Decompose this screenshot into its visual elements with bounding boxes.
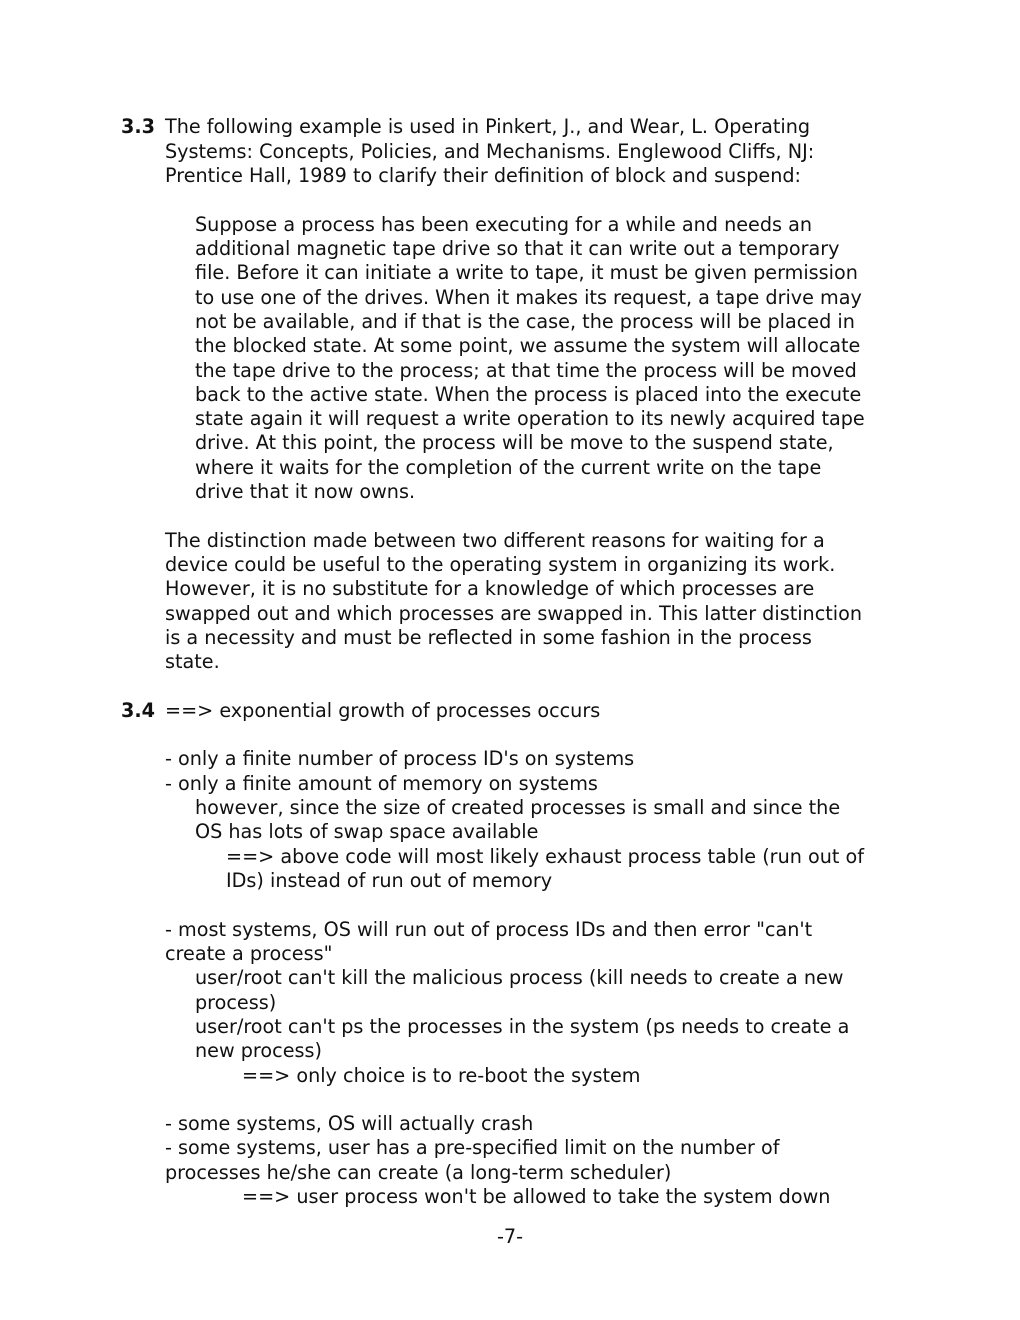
body-line: user/root can't ps the processes in the system (ps needs to create a (195, 1015, 850, 1038)
quote-line: file. Before it can initiate a write to tape, it must be given permission (195, 261, 858, 284)
body-line: processes he/she can create (a long-term scheduler) (165, 1161, 672, 1184)
body-line: ==> only choice is to re-boot the system (242, 1064, 641, 1087)
body-line: OS has lots of swap space available (195, 820, 539, 843)
body-line: - some systems, user has a pre-specified limit on the number of (165, 1136, 780, 1159)
body-line: process) (195, 991, 277, 1014)
quote-line: back to the active state. When the process is placed into the execute (195, 383, 862, 406)
quote-line: the blocked state. At some point, we assume the system will allocate (195, 334, 861, 357)
discussion-line: device could be useful to the operating system in organizing its work. (165, 553, 836, 576)
discussion-line: state. (165, 650, 220, 673)
body-line: user/root can't kill the malicious process (kill needs to create a new (195, 966, 844, 989)
body-line: however, since the size of created processes is small and since the (195, 796, 841, 819)
body-line: - most systems, OS will run out of process IDs and then error "can't (165, 918, 813, 941)
page-number: -7- (496, 1225, 524, 1248)
quote-line: additional magnetic tape drive so that it can write out a temporary (195, 237, 840, 260)
intro-line: Prentice Hall, 1989 to clarify their definition of block and suspend: (165, 164, 802, 187)
quote-line: the tape drive to the process; at that time the process will be moved (195, 359, 857, 382)
body-line: - only a finite amount of memory on systems (165, 772, 598, 795)
body-line: new process) (195, 1039, 322, 1062)
quote-line: drive that it now owns. (195, 480, 416, 503)
body-line: - some systems, OS will actually crash (165, 1112, 534, 1135)
quote-line: not be available, and if that is the case, the process will be placed in (195, 310, 855, 333)
section-number-3-4: 3.4 (121, 699, 155, 722)
discussion-line: The distinction made between two different reasons for waiting for a (165, 529, 825, 552)
quote-line: where it waits for the completion of the current write on the tape (195, 456, 822, 479)
discussion-line: swapped out and which processes are swapped in. This latter distinction (165, 602, 863, 625)
discussion-line: is a necessity and must be reflected in some fashion in the process (165, 626, 812, 649)
section-number-3-3: 3.3 (121, 115, 155, 138)
body-line: create a process" (165, 942, 333, 965)
body-line: ==> user process won't be allowed to take the system down (242, 1185, 831, 1208)
intro-line: The following example is used in Pinkert, J., and Wear, L. Operating (165, 115, 811, 138)
intro-line: Systems: Concepts, Policies, and Mechanisms. Englewood Cliffs, NJ: (165, 140, 815, 163)
discussion-line: However, it is no substitute for a knowledge of which processes are (165, 577, 815, 600)
section-heading: ==> exponential growth of processes occurs (165, 699, 601, 722)
body-line: IDs) instead of run out of memory (226, 869, 553, 892)
body-line: - only a finite number of process ID's on systems (165, 747, 635, 770)
body-line: ==> above code will most likely exhaust process table (run out of (226, 845, 865, 868)
quote-line: state again it will request a write operation to its newly acquired tape (195, 407, 865, 430)
quote-line: Suppose a process has been executing for a while and needs an (195, 213, 813, 236)
quote-line: drive. At this point, the process will be move to the suspend state, (195, 431, 834, 454)
quote-line: to use one of the drives. When it makes its request, a tape drive may (195, 286, 862, 309)
